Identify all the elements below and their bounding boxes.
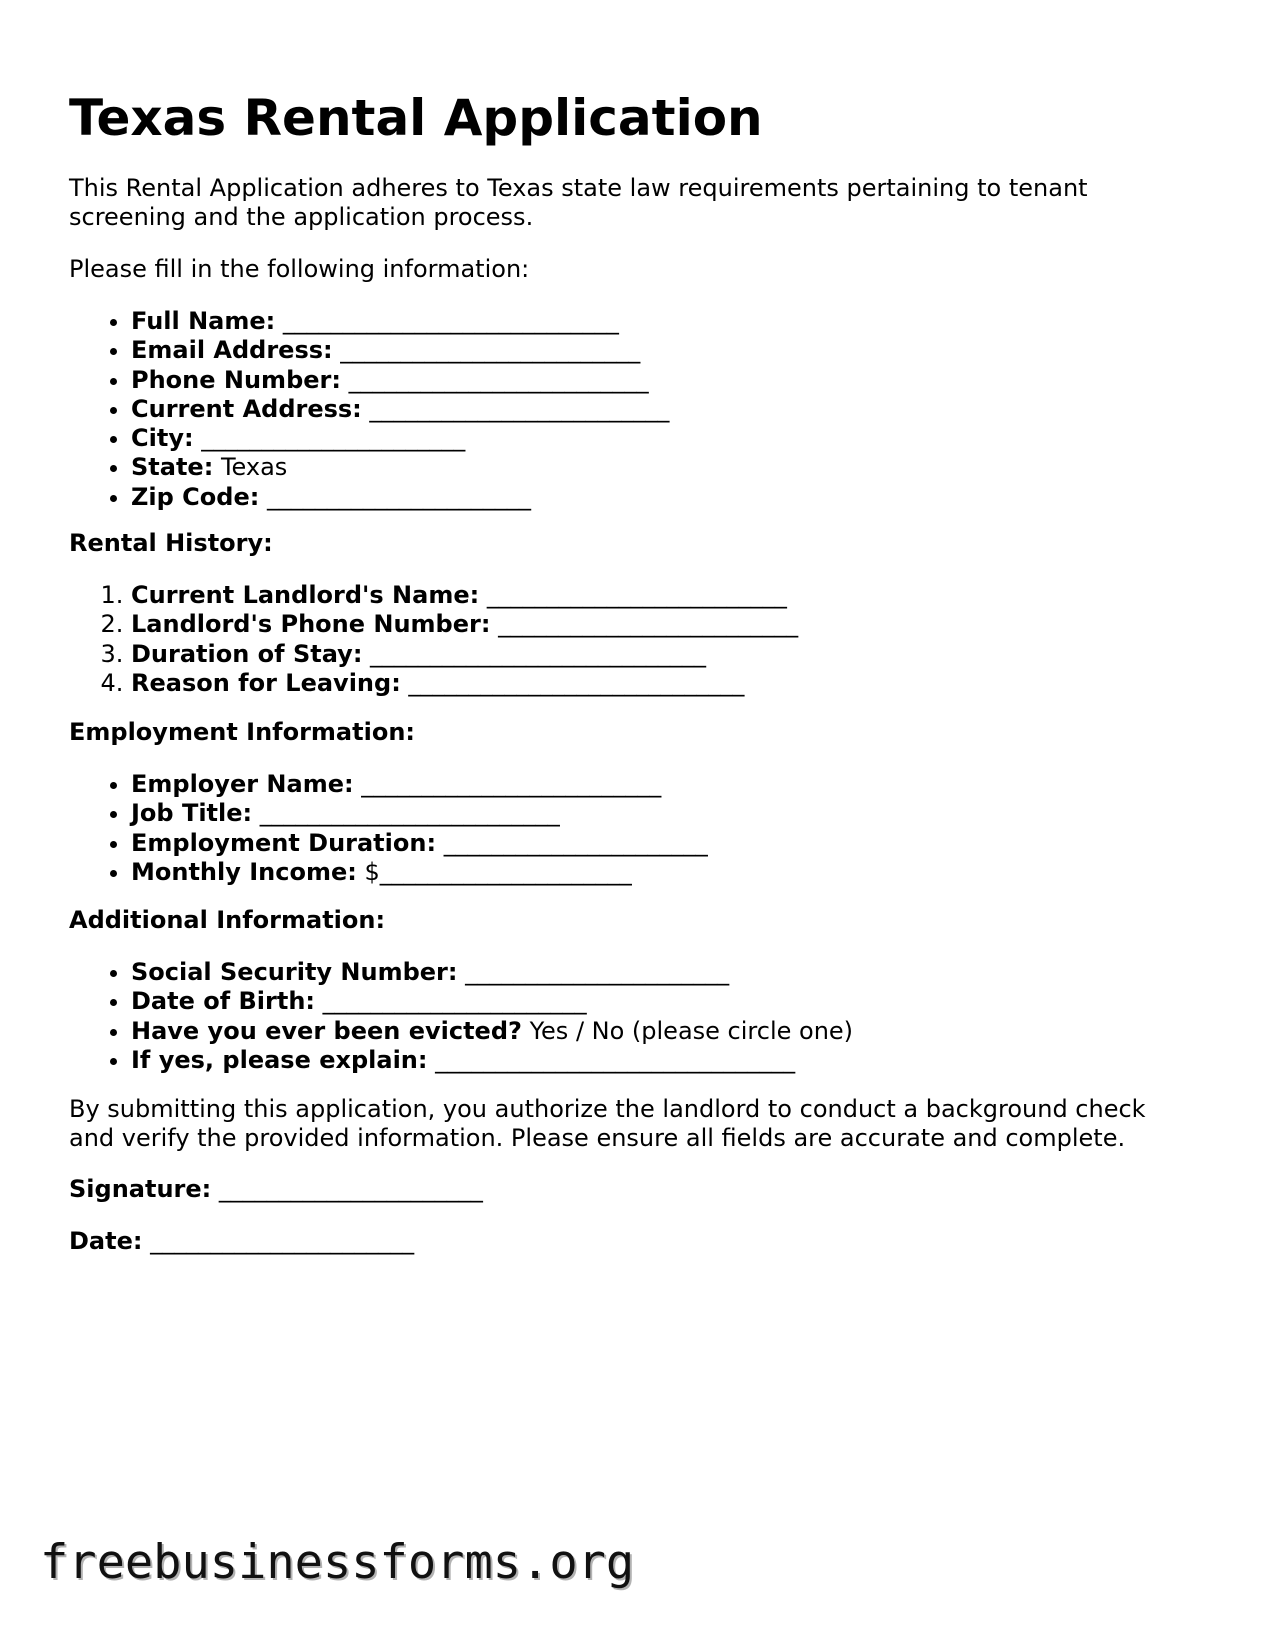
city-field[interactable]: • City: ______________________ bbox=[131, 424, 1191, 453]
state-field: • State: Texas bbox=[131, 453, 1191, 482]
rental-history-list bbox=[69, 581, 1191, 698]
reason-for-leaving-field[interactable]: 4. Reason for Leaving: ____________________________ bbox=[131, 669, 1191, 698]
rental-history-heading: Rental History: bbox=[69, 529, 273, 557]
date-field[interactable]: Date: ______________________ bbox=[69, 1227, 415, 1255]
employment-list bbox=[69, 770, 1191, 887]
phone-number-field[interactable]: • Phone Number: _________________________ bbox=[131, 366, 1191, 395]
eviction-question-field[interactable]: • Have you ever been evicted? Yes / No (please circle one) bbox=[131, 1017, 1191, 1046]
ssn-field[interactable]: • Social Security Number: ______________________ bbox=[131, 958, 1191, 987]
monthly-income-field[interactable]: • Monthly Income: $_____________________ bbox=[131, 858, 1191, 887]
page-title: Texas Rental Application bbox=[69, 89, 763, 147]
date-of-birth-field[interactable]: • Date of Birth: ______________________ bbox=[131, 987, 1191, 1016]
landlord-phone-field[interactable]: 2. Landlord's Phone Number: _________________________ bbox=[131, 610, 1191, 639]
zip-code-field[interactable]: • Zip Code: ______________________ bbox=[131, 483, 1191, 512]
applicant-fields-list bbox=[69, 307, 1191, 512]
full-name-field[interactable]: • Full Name: ____________________________ bbox=[131, 307, 1191, 336]
employment-heading: Employment Information: bbox=[69, 718, 415, 746]
authorization-paragraph: By submitting this application, you authorize the landlord to conduct a background check and verify the provided information. Please ensure all fields are accurate and complete. bbox=[69, 1095, 1146, 1152]
signature-field[interactable]: Signature: ______________________ bbox=[69, 1175, 483, 1203]
intro-paragraph: This Rental Application adheres to Texas state law requirements pertaining to tenant screening and the application process. bbox=[69, 174, 1088, 231]
watermark-logo: freebusinessforms.org bbox=[40, 1535, 635, 1590]
landlord-name-field[interactable]: 1. Current Landlord's Name: _________________________ bbox=[131, 581, 1191, 610]
employer-name-field[interactable]: • Employer Name: _________________________ bbox=[131, 770, 1191, 799]
additional-info-heading: Additional Information: bbox=[69, 906, 386, 934]
email-address-field[interactable]: • Email Address: _________________________ bbox=[131, 336, 1191, 365]
current-address-field[interactable]: • Current Address: _________________________ bbox=[131, 395, 1191, 424]
additional-info-list bbox=[69, 958, 1191, 1075]
employment-duration-field[interactable]: • Employment Duration: ______________________ bbox=[131, 829, 1191, 858]
eviction-explanation-field[interactable]: • If yes, please explain: ______________________________ bbox=[131, 1046, 1191, 1075]
duration-of-stay-field[interactable]: 3. Duration of Stay: ____________________________ bbox=[131, 640, 1191, 669]
job-title-field[interactable]: • Job Title: _________________________ bbox=[131, 799, 1191, 828]
instruction-text: Please fill in the following information: bbox=[69, 255, 530, 283]
